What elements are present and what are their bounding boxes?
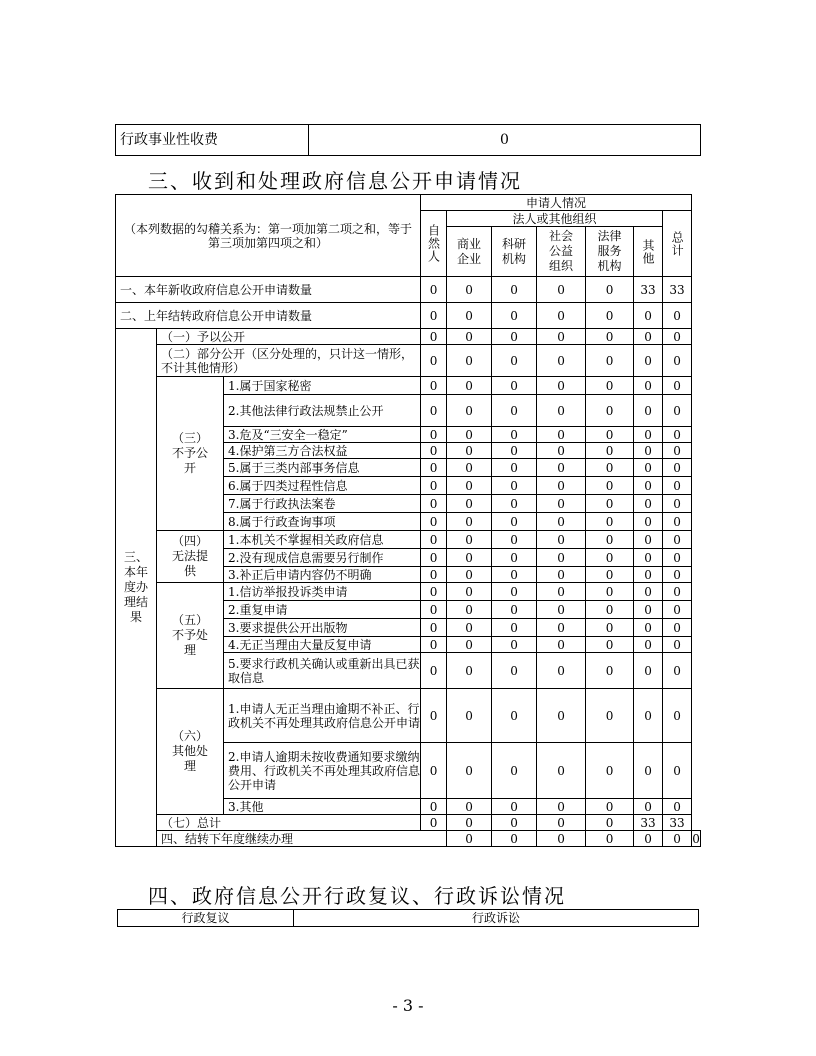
value-cell: 0: [447, 277, 492, 303]
page-number: - 3 -: [392, 996, 424, 1015]
value-cell: 0: [492, 689, 537, 743]
value-cell: 0: [663, 427, 692, 443]
value-cell: 0: [447, 653, 492, 689]
value-cell: 0: [447, 377, 492, 395]
row-carry-forward: [116, 831, 701, 847]
value-cell: 0: [447, 601, 492, 619]
value-cell: 0: [492, 567, 537, 583]
row-label: （七）总计: [157, 815, 421, 831]
value-cell: 0: [447, 831, 492, 847]
value-cell: 0: [492, 377, 537, 395]
value-cell: 0: [586, 303, 634, 329]
value-cell: 0: [421, 567, 447, 583]
other-handling-cell: [157, 689, 224, 815]
value-cell: 0: [634, 689, 663, 743]
section4-title: 四、政府信息公开行政复议、行政诉讼情况: [148, 884, 566, 908]
col-natural-header: [421, 211, 447, 277]
value-cell: 0: [447, 477, 492, 495]
value-cell: 0: [421, 513, 447, 531]
value-cell: 0: [537, 799, 586, 815]
row-other-handling-1: [116, 689, 701, 743]
value-cell: 0: [586, 689, 634, 743]
value-cell: 0: [537, 831, 586, 847]
col-other-header: [634, 227, 663, 277]
litigation-header: 行政诉讼: [294, 910, 699, 927]
value-cell: 0: [586, 567, 634, 583]
row-label: 3.补正后申请内容仍不明确: [224, 567, 421, 583]
value-cell: 0: [537, 689, 586, 743]
value-cell: 0: [586, 531, 634, 549]
value-cell: 0: [492, 549, 537, 567]
value-cell: 0: [492, 443, 537, 459]
value-cell: 0: [663, 513, 692, 531]
value-cell: 0: [537, 637, 586, 653]
value-cell: 0: [537, 443, 586, 459]
fee-label: 行政事业性收费: [116, 125, 309, 156]
row-label: 2.其他法律行政法规禁止公开: [224, 395, 421, 427]
value-cell: 0: [663, 743, 692, 799]
value-cell: 0: [586, 743, 634, 799]
row-label: 一、本年新收政府信息公开申请数量: [116, 277, 421, 303]
value-cell: 0: [421, 689, 447, 743]
row-label: 2.申请人逾期未按收费通知要求缴纳费用、行政机关不再处理其政府信息公开申请: [224, 743, 421, 799]
value-cell: 0: [537, 277, 586, 303]
row-label: 8.属于行政查询事项: [224, 513, 421, 531]
note-text: （本列数据的勾稽关系为：第一项加第二项之和，等于第三项加第四项之和）: [124, 221, 413, 250]
value-cell: 0: [634, 583, 663, 601]
value-cell: 0: [492, 653, 537, 689]
value-cell: 0: [663, 443, 692, 459]
row-label: 5.要求行政机关确认或重新出具已获取信息: [224, 653, 421, 689]
value-cell: 0: [634, 513, 663, 531]
value-cell: 0: [421, 743, 447, 799]
row-label: 4.无正当理由大量反复申请: [224, 637, 421, 653]
row-label: 四、结转下年度继续办理: [157, 831, 447, 847]
value-cell: 0: [586, 377, 634, 395]
value-cell: 0: [663, 601, 692, 619]
value-cell: 0: [447, 513, 492, 531]
value-cell: 0: [537, 459, 586, 477]
value-cell: 0: [447, 531, 492, 549]
col-total-header: [663, 211, 692, 277]
value-cell: 0: [421, 653, 447, 689]
value-cell: 0: [663, 377, 692, 395]
value-cell: 0: [492, 303, 537, 329]
row-label: 3.要求提供公开出版物: [224, 619, 421, 637]
value-cell: 0: [634, 459, 663, 477]
row-label: 1.属于国家秘密: [224, 377, 421, 395]
col-business-header: [447, 227, 492, 277]
value-cell: 0: [634, 567, 663, 583]
value-cell: 0: [421, 583, 447, 601]
row-label: 5.属于三类内部事务信息: [224, 459, 421, 477]
value-cell: 0: [663, 653, 692, 689]
applicant-header: 申请人情况: [421, 195, 692, 211]
result-group-cell: [116, 329, 157, 847]
row-label: 2.没有现成信息需要另行制作: [224, 549, 421, 567]
value-cell: 0: [663, 459, 692, 477]
value-cell: 0: [421, 329, 447, 345]
col-research: 科研机构: [502, 236, 527, 266]
value-cell: 0: [492, 831, 537, 847]
value-cell: 0: [492, 583, 537, 601]
value-cell: 0: [421, 637, 447, 653]
row-new-applications: [116, 277, 701, 303]
value-cell: 0: [634, 303, 663, 329]
row-label: 2.重复申请: [224, 601, 421, 619]
value-cell: 0: [492, 477, 537, 495]
value-cell: 0: [537, 815, 586, 831]
row-label: 1.申请人无正当理由逾期不补正、行政机关不再处理其政府信息公开申请: [224, 689, 421, 743]
value-cell: 0: [537, 583, 586, 601]
value-cell: 0: [634, 653, 663, 689]
col-social: 社会公益组织: [549, 229, 574, 273]
value-cell: 0: [447, 443, 492, 459]
value-cell: 0: [634, 743, 663, 799]
review-header: 行政复议: [118, 910, 294, 927]
value-cell: 0: [663, 583, 692, 601]
value-cell: 0: [537, 653, 586, 689]
value-cell: 0: [634, 477, 663, 495]
value-cell: 0: [586, 395, 634, 427]
value-cell: 0: [663, 495, 692, 513]
value-cell: 0: [634, 443, 663, 459]
value-cell: 0: [492, 637, 537, 653]
value-cell: 0: [586, 619, 634, 637]
row-label: 1.本机关不掌握相关政府信息: [224, 531, 421, 549]
value-cell: 0: [586, 513, 634, 531]
value-cell: 0: [537, 743, 586, 799]
value-cell: 0: [537, 345, 586, 377]
value-cell: 0: [586, 345, 634, 377]
value-cell: 0: [586, 459, 634, 477]
value-cell: 0: [537, 329, 586, 345]
value-cell: 0: [447, 495, 492, 513]
row-partial: [116, 345, 701, 377]
value-cell: 0: [692, 831, 700, 846]
value-cell: 0: [537, 531, 586, 549]
value-cell: 0: [586, 495, 634, 513]
col-research-header: [492, 227, 537, 277]
section3-title: 三、收到和处理政府信息公开申请情况: [148, 169, 522, 193]
row-label: 4.保护第三方合法权益: [224, 443, 421, 459]
row-label: （二）部分公开（区分处理的，只计这一情形，不计其他情形）: [157, 345, 421, 377]
not-processed-label: （五）不予处理: [171, 613, 208, 657]
value-cell: 0: [537, 395, 586, 427]
value-cell: 0: [586, 277, 634, 303]
value-cell: 0: [586, 329, 634, 345]
value-cell: 0: [537, 477, 586, 495]
value-cell: 0: [447, 427, 492, 443]
col-legal-header: [586, 227, 634, 277]
value-cell: 0: [663, 637, 692, 653]
col-natural: 自然人: [426, 224, 441, 263]
value-cell: 0: [492, 513, 537, 531]
value-cell: 0: [634, 549, 663, 567]
value-cell: 0: [492, 531, 537, 549]
row-label: 6.属于四类过程性信息: [224, 477, 421, 495]
note-cell: [116, 195, 421, 277]
value-cell: 0: [663, 395, 692, 427]
value-cell: 0: [492, 395, 537, 427]
row-not-processed-1: [116, 583, 701, 601]
row-disclosed: [116, 329, 701, 345]
col-legal: 法律服务机构: [597, 229, 622, 273]
row-label: 3.危及“三安全一稳定”: [224, 427, 421, 443]
value-cell: 0: [586, 601, 634, 619]
value-cell: 0: [663, 799, 692, 815]
value-cell: 0: [421, 377, 447, 395]
value-cell: 0: [447, 799, 492, 815]
other-handling-label: （六）其他处理: [171, 729, 208, 773]
value-cell: 0: [586, 583, 634, 601]
value-cell: 0: [421, 303, 447, 329]
value-cell: 33: [634, 277, 663, 303]
value-cell: 33: [634, 815, 663, 831]
row-unable-1: [116, 531, 701, 549]
value-cell: 0: [586, 637, 634, 653]
not-processed-cell: [157, 583, 224, 689]
value-cell: 0: [447, 583, 492, 601]
application-stats-table: [115, 194, 701, 847]
value-cell: 0: [663, 329, 692, 345]
value-cell: 0: [663, 567, 692, 583]
fee-value: 0: [309, 125, 701, 156]
value-cell: 0: [447, 815, 492, 831]
value-cell: 0: [447, 303, 492, 329]
col-business: 商业企业: [457, 236, 482, 266]
value-cell: 0: [421, 495, 447, 513]
value-cell: 0: [492, 619, 537, 637]
value-cell: 0: [634, 427, 663, 443]
value-cell: 0: [421, 601, 447, 619]
value-cell: 0: [447, 619, 492, 637]
row-result-total: [116, 815, 701, 831]
value-cell: 0: [421, 799, 447, 815]
value-cell: 0: [492, 277, 537, 303]
review-litigation-table: [117, 909, 699, 927]
value-cell: 0: [634, 345, 663, 377]
value-cell: 0: [537, 513, 586, 531]
value-cell: 0: [447, 743, 492, 799]
value-cell: 0: [421, 549, 447, 567]
value-cell: 0: [421, 345, 447, 377]
value-cell: 33: [663, 277, 692, 303]
value-cell: 0: [492, 601, 537, 619]
value-cell: 0: [447, 549, 492, 567]
value-cell: 0: [663, 303, 692, 329]
value-cell: 0: [492, 495, 537, 513]
col-social-header: [537, 227, 586, 277]
row-label: （一）予以公开: [157, 329, 421, 345]
value-cell: 0: [421, 395, 447, 427]
value-cell: 0: [421, 619, 447, 637]
not-disclosed-cell: [157, 377, 224, 531]
value-cell: 0: [537, 377, 586, 395]
value-cell: 0: [634, 495, 663, 513]
value-cell: 0: [447, 567, 492, 583]
value-cell: 0: [663, 831, 692, 847]
value-cell: 0: [663, 477, 692, 495]
value-cell: 0: [586, 815, 634, 831]
value-cell: 0: [447, 689, 492, 743]
org-header: 法人或其他组织: [447, 211, 663, 227]
row-carried-applications: [116, 303, 701, 329]
row-label: 7.属于行政执法案卷: [224, 495, 421, 513]
value-cell: 0: [421, 815, 447, 831]
fee-table: [115, 124, 701, 156]
value-cell: 0: [537, 303, 586, 329]
value-cell: 0: [663, 689, 692, 743]
row-label: 二、上年结转政府信息公开申请数量: [116, 303, 421, 329]
value-cell: 0: [492, 743, 537, 799]
value-cell: 0: [421, 459, 447, 477]
value-cell: 0: [492, 427, 537, 443]
value-cell: 0: [447, 345, 492, 377]
value-cell: 0: [447, 395, 492, 427]
value-cell: 0: [634, 329, 663, 345]
value-cell: 0: [421, 427, 447, 443]
value-cell: 0: [537, 619, 586, 637]
row-label: 3.其他: [224, 799, 421, 815]
value-cell: 0: [663, 619, 692, 637]
value-cell: 0: [447, 637, 492, 653]
value-cell: 0: [537, 549, 586, 567]
value-cell: 0: [421, 277, 447, 303]
value-cell: 0: [663, 549, 692, 567]
value-cell: 0: [634, 395, 663, 427]
value-cell: 0: [663, 345, 692, 377]
value-cell: 0: [537, 567, 586, 583]
row-not-disclosed-1: [116, 377, 701, 395]
value-cell: 0: [663, 531, 692, 549]
value-cell: 0: [586, 799, 634, 815]
value-cell: 0: [447, 329, 492, 345]
value-cell: 0: [634, 831, 663, 847]
value-cell: 0: [447, 459, 492, 477]
value-cell: 0: [634, 377, 663, 395]
unable-label: （四）无法提供: [171, 534, 208, 578]
value-cell: 0: [421, 443, 447, 459]
not-disclosed-label: （三）不予公开: [171, 431, 208, 475]
value-cell: 0: [492, 345, 537, 377]
col-other: 其他: [641, 238, 656, 265]
value-cell: 0: [586, 443, 634, 459]
value-cell: 0: [586, 477, 634, 495]
value-cell: 0: [537, 495, 586, 513]
value-cell: 0: [492, 799, 537, 815]
unable-cell: [157, 531, 224, 583]
value-cell: 0: [537, 427, 586, 443]
value-cell: 0: [421, 531, 447, 549]
value-cell: 0: [492, 329, 537, 345]
value-cell: 0: [634, 637, 663, 653]
value-cell: 0: [634, 601, 663, 619]
value-cell: 0: [586, 831, 634, 847]
value-cell: 0: [421, 477, 447, 495]
value-cell: 0: [586, 653, 634, 689]
value-cell: 0: [586, 549, 634, 567]
row-label: 1.信访举报投诉类申请: [224, 583, 421, 601]
value-cell: 0: [537, 601, 586, 619]
value-cell: 0: [492, 459, 537, 477]
value-cell: 0: [586, 427, 634, 443]
value-cell: 0: [634, 799, 663, 815]
value-cell: 33: [663, 815, 692, 831]
col-total: 总计: [670, 230, 685, 257]
value-cell: 0: [492, 815, 537, 831]
value-cell: 0: [634, 531, 663, 549]
value-cell: 0: [634, 619, 663, 637]
result-group-label: 三、本年度办理结果: [123, 550, 148, 624]
